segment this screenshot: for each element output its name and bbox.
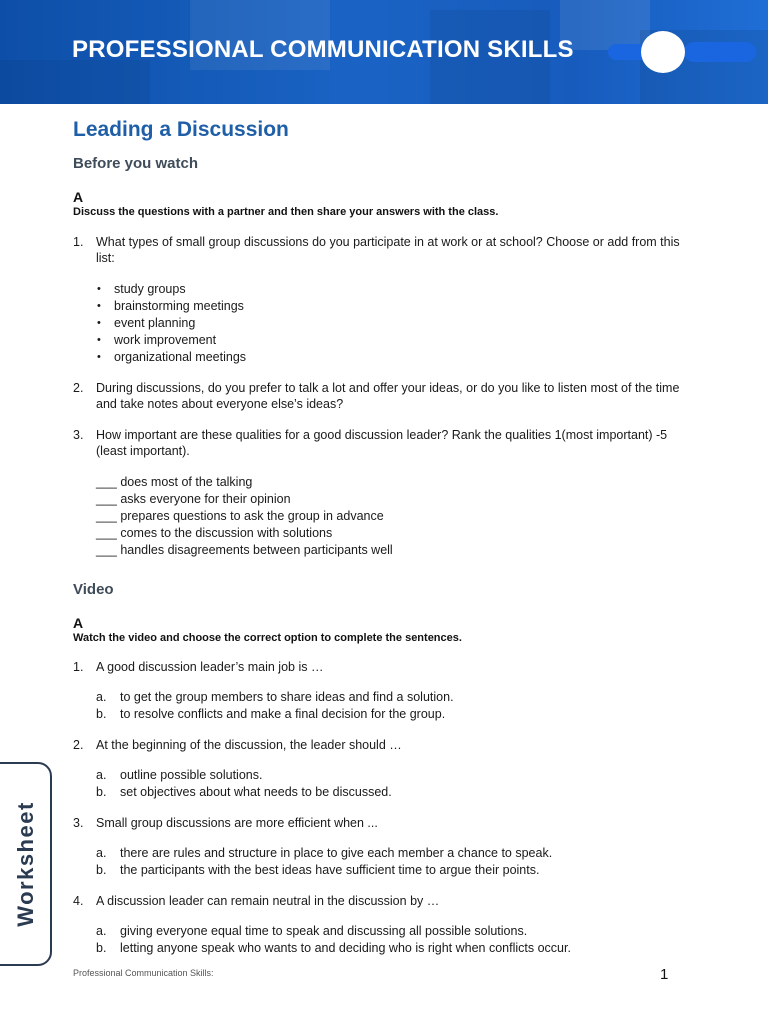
option-letter: b. (96, 863, 107, 877)
question-text: A discussion leader can remain neutral in the discussion by … (96, 894, 440, 908)
question-text: What types of small group discussions do you participate in at work or at school? Choose or add from this list: (96, 235, 680, 265)
option-text: giving everyone equal time to speak and discussing all possible solutions. (120, 924, 528, 938)
ranking-item: ___ prepares questions to ask the group in advance (96, 509, 384, 523)
list-item: • organizational meetings (97, 349, 693, 366)
question-number: 3. (73, 428, 84, 442)
instruction-text: Watch the video and choose the correct option to complete the sentences. (73, 632, 462, 644)
banner-title: PROFESSIONAL COMMUNICATION SKILLS (72, 36, 574, 63)
list-item: • work improvement (97, 332, 693, 349)
option-letter: b. (96, 707, 107, 721)
video-question-4 (73, 893, 693, 909)
question-1 (73, 234, 693, 266)
question-text: At the beginning of the discussion, the leader should … (96, 738, 402, 752)
question-2 (73, 380, 693, 412)
ranking-item: ___ comes to the discussion with solutions (96, 526, 333, 540)
page-number: 1 (660, 966, 669, 983)
question-number: 2. (73, 738, 84, 752)
answer-option (96, 923, 693, 940)
answer-option (96, 706, 693, 723)
list-item: • event planning (97, 315, 693, 332)
question-text: A good discussion leader’s main job is … (96, 660, 324, 674)
question-number: 1. (73, 235, 84, 249)
answer-options (73, 923, 693, 957)
answer-options (73, 767, 693, 801)
option-letter: a. (96, 924, 107, 938)
answer-option (96, 767, 693, 784)
answer-option (96, 689, 693, 706)
section-heading-video: Video (73, 581, 114, 598)
option-text: there are rules and structure in place to give each member a chance to speak. (120, 846, 553, 860)
question-text: How important are these qualities for a good discussion leader? Rank the qualities 1(most important) -5 (least important). (96, 428, 668, 458)
list-item: • brainstorming meetings (97, 298, 693, 315)
logo-shape (684, 42, 756, 62)
answer-option (96, 862, 693, 879)
video-question-3 (73, 815, 693, 831)
ranking-list (73, 474, 693, 559)
ranking-item: ___ asks everyone for their opinion (96, 492, 291, 506)
question-text: Small group discussions are more efficient when ... (96, 816, 378, 830)
answer-option (96, 845, 693, 862)
answer-options (73, 845, 693, 879)
option-text: outline possible solutions. (120, 768, 263, 782)
footer-text: Professional Communication Skills: (73, 968, 214, 978)
worksheet-body (73, 116, 693, 957)
question-3 (73, 427, 693, 459)
question-number: 4. (73, 894, 84, 908)
question-text: During discussions, do you prefer to talk a lot and offer your ideas, or do you like to listen most of the time and take notes about everyone else’s ideas? (96, 381, 680, 411)
header-banner (0, 0, 768, 104)
option-text: set objectives about what needs to be discussed. (120, 785, 392, 799)
part-letter: A (73, 189, 84, 205)
option-text: to get the group members to share ideas and find a solution. (120, 690, 454, 704)
answer-option (96, 784, 693, 801)
option-letter: a. (96, 846, 107, 860)
option-text: letting anyone speak who wants to and deciding who is right when conflicts occur. (120, 941, 571, 955)
banner-decoration (0, 60, 150, 104)
section-heading-before: Before you watch (73, 155, 199, 172)
answer-option (96, 940, 693, 957)
question-number: 3. (73, 816, 84, 830)
question-number: 1. (73, 660, 84, 674)
option-letter: b. (96, 941, 107, 955)
discussion-type-list (73, 281, 693, 366)
worksheet-side-label: Worksheet (13, 801, 38, 927)
ranking-item: ___ handles disagreements between participants well (96, 543, 393, 557)
option-letter: b. (96, 785, 107, 799)
logo-circle-icon (641, 31, 685, 73)
video-question-2 (73, 737, 693, 753)
option-letter: a. (96, 690, 107, 704)
video-question-1 (73, 659, 693, 675)
page-title: Leading a Discussion (73, 118, 289, 141)
option-text: to resolve conflicts and make a final decision for the group. (120, 707, 446, 721)
instruction-text: Discuss the questions with a partner and then share your answers with the class. (73, 206, 499, 218)
question-number: 2. (73, 381, 84, 395)
option-letter: a. (96, 768, 107, 782)
option-text: the participants with the best ideas have sufficient time to argue their points. (120, 863, 540, 877)
part-letter: A (73, 615, 84, 631)
list-item: • study groups (97, 281, 693, 298)
answer-options (73, 689, 693, 723)
ranking-item: ___ does most of the talking (96, 475, 253, 489)
